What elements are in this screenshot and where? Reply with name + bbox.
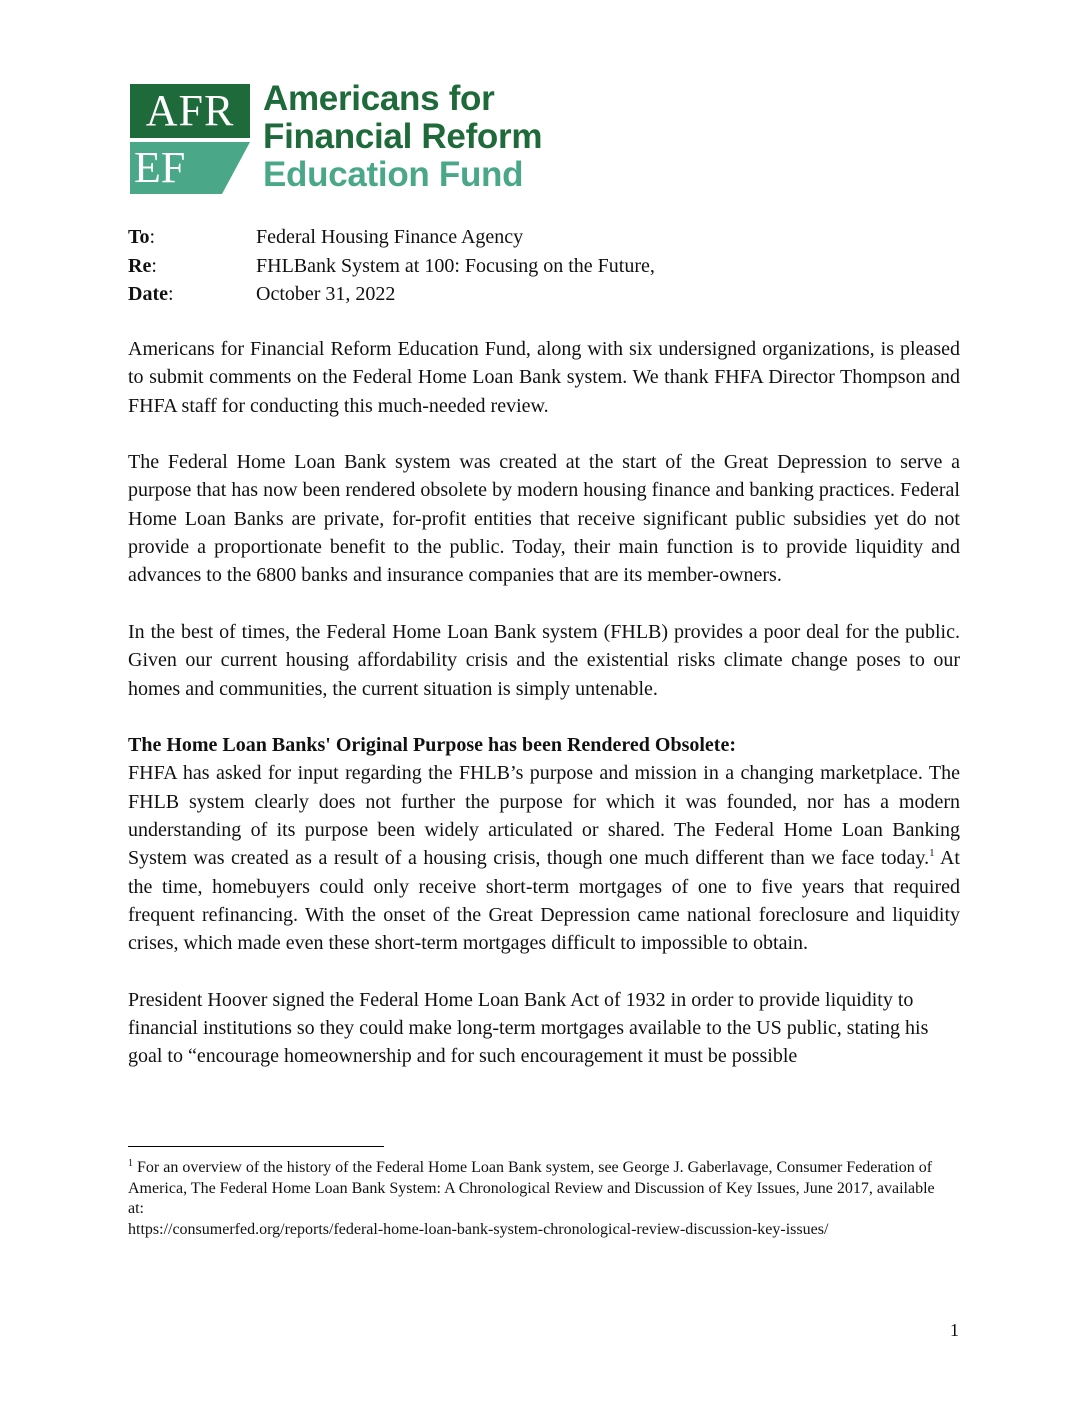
- page-number: 1: [950, 1320, 959, 1340]
- paragraph-history: The Federal Home Loan Bank system was created at the start of the Great Depression to serve a purpose that has now been rendered obsolete by modern housing finance and banking practices. Federal Home Loan Banks are private, for-profit entities that receive significant public subsidies yet do not provide a proportionate benefit to the public. Today, their main function is to provide liquidity and advances to the 6800 banks and insurance companies that are its member-owners.: [128, 451, 960, 587]
- footnote-ref[interactable]: 1: [929, 847, 935, 860]
- logo-wordmark: [263, 80, 542, 194]
- memo-header: [128, 223, 655, 309]
- section-heading: The Home Loan Banks' Original Purpose has been Rendered Obsolete:: [128, 734, 737, 757]
- paragraph-original-purpose-part1: FHFA has asked for input regarding the FHLB’s purpose and mission in a changing marketplace. The FHLB system clearly does not further the purpose for which it was founded, nor has a modern understanding of its purpose been widely articulated or shared. The Federal Home Loan Banking System was created as a result of a housing crisis, though one much different than we face today.: [128, 762, 960, 870]
- paragraph-public-deal: In the best of times, the Federal Home Loan Bank system (FHLB) provides a poor deal for the public. Given our current housing affordability crisis and the existential risks climate change poses to our homes and communities, the current situation is simply untenable.: [128, 620, 960, 700]
- memo-to-label: To: [128, 226, 150, 248]
- logo-mark: [130, 84, 250, 194]
- logo-afr-box: AFR: [130, 84, 250, 138]
- footnote-divider: [128, 1146, 384, 1147]
- paragraph-original-purpose: [128, 759, 960, 957]
- memo-re-row: Re: FHLBank System at 100: Focusing on the Future,: [128, 252, 655, 281]
- memo-re-value: FHLBank System at 100: Focusing on the Future,: [256, 254, 655, 277]
- logo-line-3: Education Fund: [263, 155, 524, 194]
- paragraph-intro: Americans for Financial Reform Education Fund, along with six undersigned organizations, is pleased to submit comments on the Federal Home Loan Bank system. We thank FHFA Director Thompson and FHFA staff for conducting this much-needed review.: [128, 338, 960, 417]
- memo-date-value: October 31, 2022: [256, 283, 396, 305]
- memo-date-label: Date: [128, 283, 168, 305]
- memo-to-value: Federal Housing Finance Agency: [256, 226, 524, 248]
- paragraph-original-purpose-part2: At the time, homebuyers could only receive short-term mortgages of one to five years that required frequent refinancing. With the onset of the Great Depression came national foreclosure and liquidity crises, which made even these short-term mortgages difficult to impossible to obtain.: [128, 847, 960, 955]
- afr-ef-logo: [130, 79, 570, 196]
- footnote-url[interactable]: https://consumerfed.org/reports/federal-home-loan-bank-system-chronological-review-discussion-key-issues/: [128, 1220, 829, 1238]
- paragraph-hoover: President Hoover signed the Federal Home Loan Bank Act of 1932 in order to provide liquidity to financial institutions so they could make long-term mortgages available to the US public, stating his goal to “encourage homeownership and for such encouragement it must be possible: [128, 988, 929, 1068]
- logo-ef-text: EF: [134, 143, 186, 192]
- logo-line-2: Financial Reform: [263, 117, 543, 156]
- letter-body: [128, 335, 960, 1099]
- footnote: [128, 1158, 948, 1240]
- footnote-number: 1: [128, 1158, 133, 1169]
- footnote-text: For an overview of the history of the Federal Home Loan Bank system, see George J. Gaberlavage, Consumer Federation of America, The Federal Home Loan Bank System: A Chronological Review and Discussion of Key Issues, June 2017, available at:: [128, 1159, 935, 1217]
- logo-line-1: Americans for: [263, 79, 495, 118]
- memo-re-label: Re: [128, 254, 152, 277]
- memo-date-row: Date: October 31, 2022: [128, 280, 655, 309]
- memo-to-row: To: Federal Housing Finance Agency: [128, 223, 655, 252]
